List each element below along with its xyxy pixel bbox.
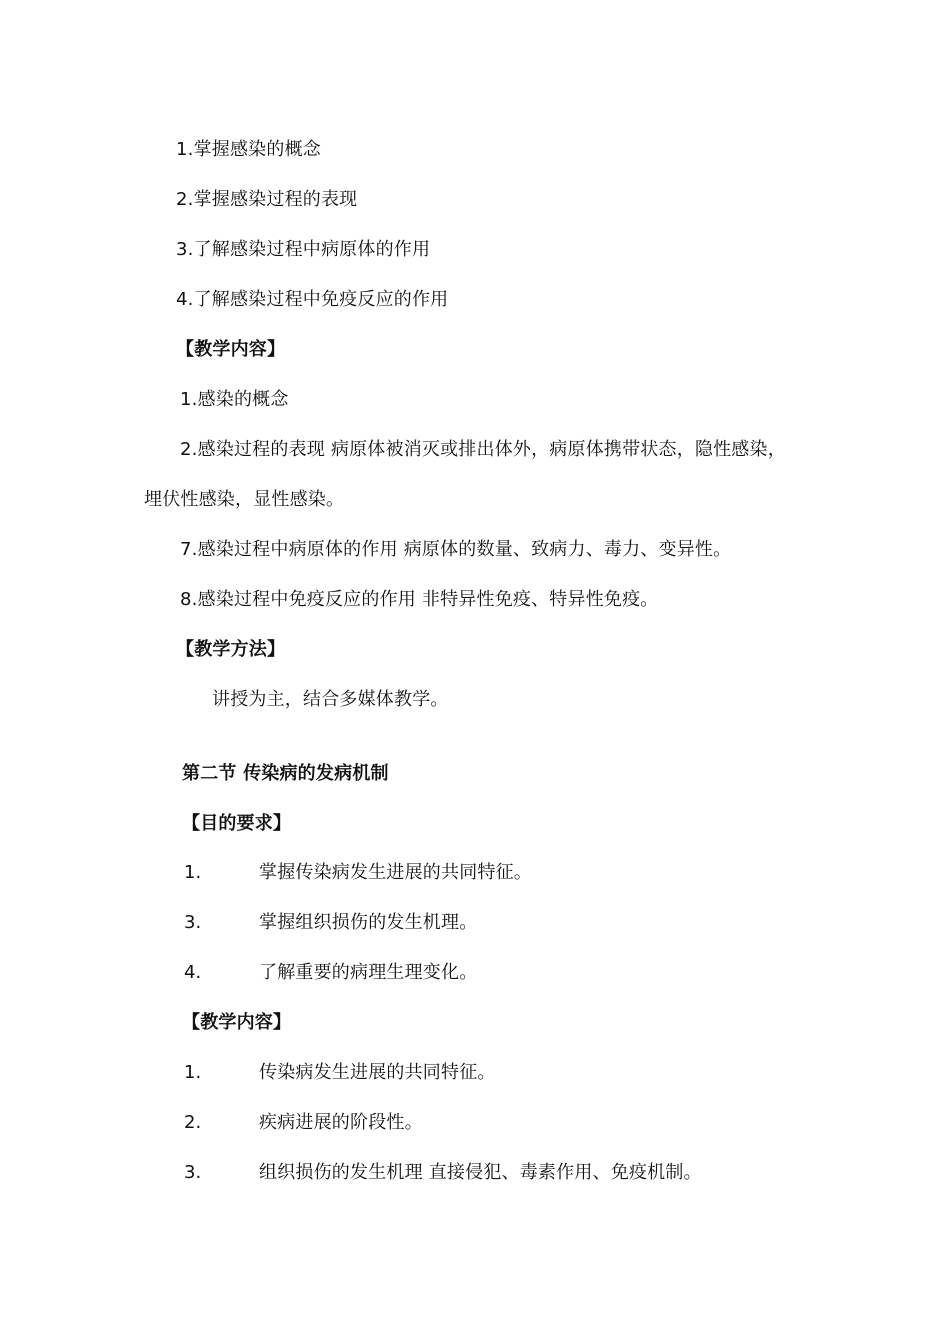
list-number: 1. <box>184 862 202 883</box>
content-item: 传染病发生进展的共同特征。 <box>259 1062 496 1083</box>
list-number: 1. <box>184 1062 202 1083</box>
objective-item: 掌握传染病发生进展的共同特征。 <box>259 862 532 883</box>
content-item: 组织损伤的发生机理 直接侵犯、毒素作用、免疫机制。 <box>259 1162 702 1183</box>
objective-item: 掌握组织损伤的发生机理。 <box>259 912 478 933</box>
content-item-continuation: 埋伏性感染，显性感染。 <box>144 489 345 510</box>
section-title: 第二节 传染病的发病机制 <box>182 763 389 784</box>
content-heading: 【教学内容】 <box>182 1012 292 1033</box>
content-item: 1.感染的概念 <box>180 389 289 410</box>
objective-item: 3.了解感染过程中病原体的作用 <box>176 239 431 260</box>
objective-item: 4.了解感染过程中免疫反应的作用 <box>176 289 449 310</box>
method-heading: 【教学方法】 <box>176 639 286 660</box>
content-item: 疾病进展的阶段性。 <box>259 1112 423 1133</box>
objective-item: 1.掌握感染的概念 <box>176 139 321 160</box>
content-heading: 【教学内容】 <box>176 339 286 360</box>
objectives-heading: 【目的要求】 <box>182 813 292 834</box>
list-number: 2. <box>184 1112 202 1133</box>
content-item: 8.感染过程中免疫反应的作用 非特异性免疫、特异性免疫。 <box>180 589 659 610</box>
content-item: 2.感染过程的表现 病原体被消灭或排出体外，病原体携带状态，隐性感染， <box>180 439 786 460</box>
content-item: 7.感染过程中病原体的作用 病原体的数量、致病力、毒力、变异性。 <box>180 539 732 560</box>
objective-item: 了解重要的病理生理变化。 <box>259 962 478 983</box>
method-text: 讲授为主，结合多媒体教学。 <box>212 689 449 710</box>
list-number: 3. <box>184 912 202 933</box>
list-number: 3. <box>184 1162 202 1183</box>
list-number: 4. <box>184 962 202 983</box>
objective-item: 2.掌握感染过程的表现 <box>176 189 358 210</box>
